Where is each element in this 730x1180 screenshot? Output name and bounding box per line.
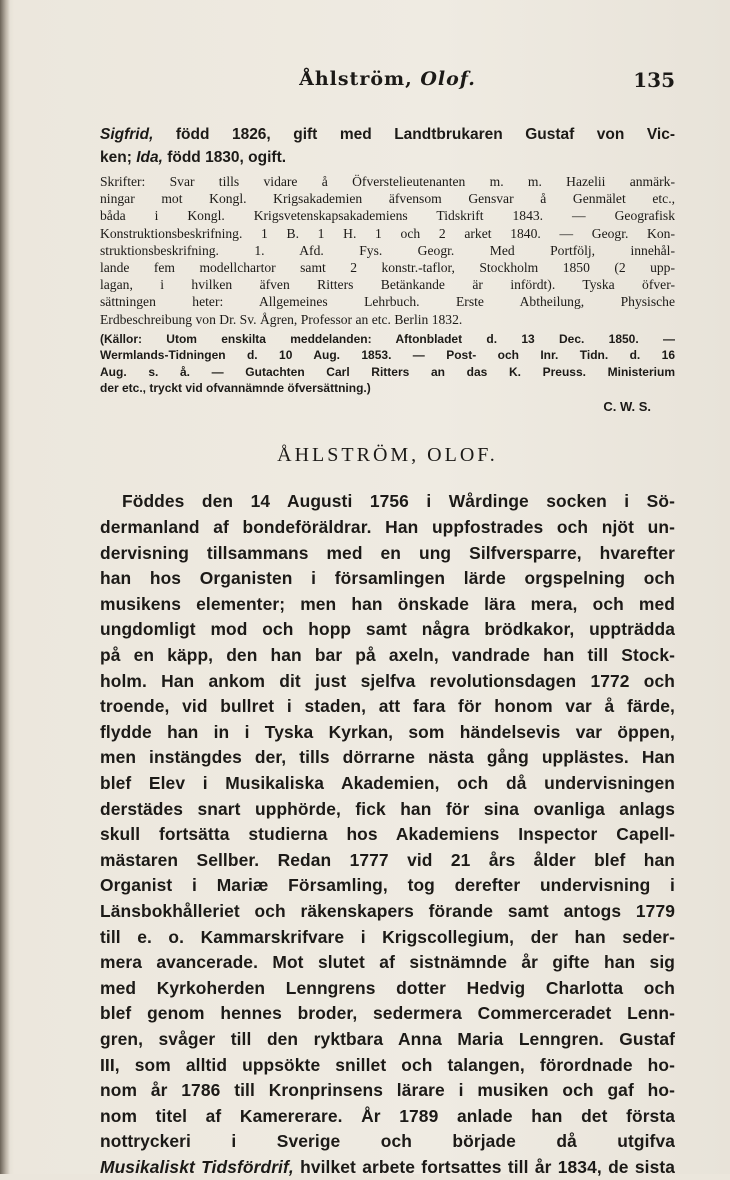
text-line: Wermlands-Tidningen d. 10 Aug. 1853. — Post- och Inr. Tidn. d. 16 <box>100 348 675 363</box>
text-line <box>100 147 675 170</box>
text-line: lande fem modellchartor samt 2 konstr.-taflor, Stockholm 1850 (2 upp- <box>100 260 675 276</box>
text-line: till e. o. Kammarskrifvare i Krigscollegium, der han seder- <box>100 926 675 947</box>
text-line: Föddes den 14 Augusti 1756 i Wårdinge socken i Sö- <box>122 491 675 512</box>
text-line: dermanland af bondeföräldrar. Han uppfostrades och njöt un- <box>100 517 675 538</box>
text-line: Skrifter: Svar tills vidare å Öfverstelieutenanten m. m. Hazelii anmärk- <box>100 174 675 189</box>
running-head-title <box>100 68 675 90</box>
text-line: derstädes snart upphörde, fick han för sina ovanliga anlags <box>100 798 675 819</box>
text-line: dervisning tillsammans med en ung Silfversparre, hvarefter <box>100 542 675 563</box>
text-line: flydde han in i Tyska Kyrkan, som händelsevis var öppen, <box>100 721 675 742</box>
running-header <box>100 68 675 96</box>
page-binding-edge <box>0 0 10 1174</box>
text-line: musikens elementer; men han önskade lära mera, och med <box>100 593 675 614</box>
text-line: han hos Organisten i församlingen lärde orgspelning och <box>100 568 675 589</box>
text-span: ken; <box>100 148 137 166</box>
text-line: holm. Han ankom dit just sjelfva revolutionsdagen 1772 och <box>100 670 675 691</box>
biography-paragraph <box>100 489 675 1180</box>
text-span: född 1830, ogift. <box>162 148 287 166</box>
text-line: mera avancerade. Mot slutet af sistnämnde år gifte han sig <box>100 952 675 973</box>
text-line: Aug. s. å. — Gutachten Carl Ritters an das K. Preuss. Ministerium <box>100 364 675 379</box>
text-line: sättningen heter: Allgemeines Lehrbuch. Erste Abtheilung, Physische <box>100 294 675 310</box>
text-line: III, som alltid uppsökte snillet och talangen, förordnade ho- <box>100 1054 675 1075</box>
text-line: mästaren Sellber. Redan 1777 vid 21 års ålder blef han <box>100 849 675 870</box>
article-title: ÅHLSTRÖM, OLOF. <box>277 444 498 467</box>
italic-work-title: Musikaliskt Tidsfördrif, <box>100 1156 294 1177</box>
text-line: ningar mot Kongl. Krigsakademien äfvensom Gensvar å Genmälet etc., <box>100 191 675 207</box>
text-line: nom titel af Kamererare. År 1789 anlade han det första <box>100 1105 675 1126</box>
text-line: nottryckeri i Sverige och började då utgifva <box>100 1131 675 1152</box>
text-line: (Källor: Utom enskilta meddelanden: Aftonbladet d. 13 Dec. 1850. — <box>100 331 675 346</box>
text-line: nom år 1786 till Kronprinsens lärare i musiken och gaf ho- <box>100 1080 675 1101</box>
author-signature: C. W. S. <box>603 399 651 415</box>
text-line: der etc., tryckt vid ofvannämnde öfversättning.) <box>100 381 371 396</box>
text-line: skull fortsätta studierna hos Akademiens Inspector Capell- <box>100 824 675 845</box>
text-line: ungdomligt mod och hopp samt några brödkakor, uppträdda <box>100 619 675 640</box>
family-paragraph <box>100 124 675 169</box>
page-number: 135 <box>633 68 675 92</box>
text-line: Organist i Mariæ Församling, tog derefter undervisning i <box>100 875 675 896</box>
text-line: gren, svåger till den ryktbara Anna Maria Lenngren. Gustaf <box>100 1028 675 1049</box>
text-span: född 1826, gift med Landtbrukaren Gustaf von Vic- <box>153 126 675 143</box>
text-line: Erdbeschreibung von Dr. Sv. Ågren, Professor an etc. Berlin 1832. <box>100 311 463 327</box>
text-line: blef Elev i Musikaliska Akademien, och då undervisningen <box>100 772 675 793</box>
text-span: hvilket arbete fortsattes till år 1834, de sista <box>293 1156 675 1177</box>
text-line: struktionsbeskrifning. 1. Afd. Fys. Geogr. Med Portfölj, innehål- <box>100 242 675 258</box>
text-line <box>100 1155 675 1180</box>
text-line: Länsbokhålleriet och räkenskapers förande samt antogs 1779 <box>100 900 675 921</box>
text-line: Konstruktionsbeskrifning. 1 B. 1 H. 1 och 2 arket 1840. — Geogr. Kon- <box>100 225 675 241</box>
page-body <box>100 124 675 1180</box>
text-line: båda i Kongl. Krigsvetenskapsakademiens Tidskrift 1843. — Geografisk <box>100 208 675 224</box>
text-line: men instängdes der, tills dörrarne nästa gång upplästes. Han <box>100 747 675 768</box>
header-surname: Åhlström, <box>299 68 413 90</box>
text-line: med Kyrkoherden Lenngrens dotter Hedvig Charlotta och <box>100 977 675 998</box>
italic-name: Sigfrid, <box>100 126 154 143</box>
text-line: på en käpp, den han bar på axeln, vandrade han till Stock- <box>100 645 675 666</box>
text-line <box>100 124 675 147</box>
text-line: blef genom hennes broder, sedermera Commerceradet Lenn- <box>100 1003 675 1024</box>
writings-paragraph <box>100 173 675 328</box>
sources-paragraph <box>100 331 675 397</box>
text-line: troende, vid bullret i staden, att fara för honom var å färde, <box>100 696 675 717</box>
italic-name: Ida, <box>136 148 163 166</box>
text-line: lagan, i hvilken äfven Ritters Betänkande är infördt). Tyska öfver- <box>100 277 675 293</box>
header-given-name: Olof. <box>420 68 476 90</box>
